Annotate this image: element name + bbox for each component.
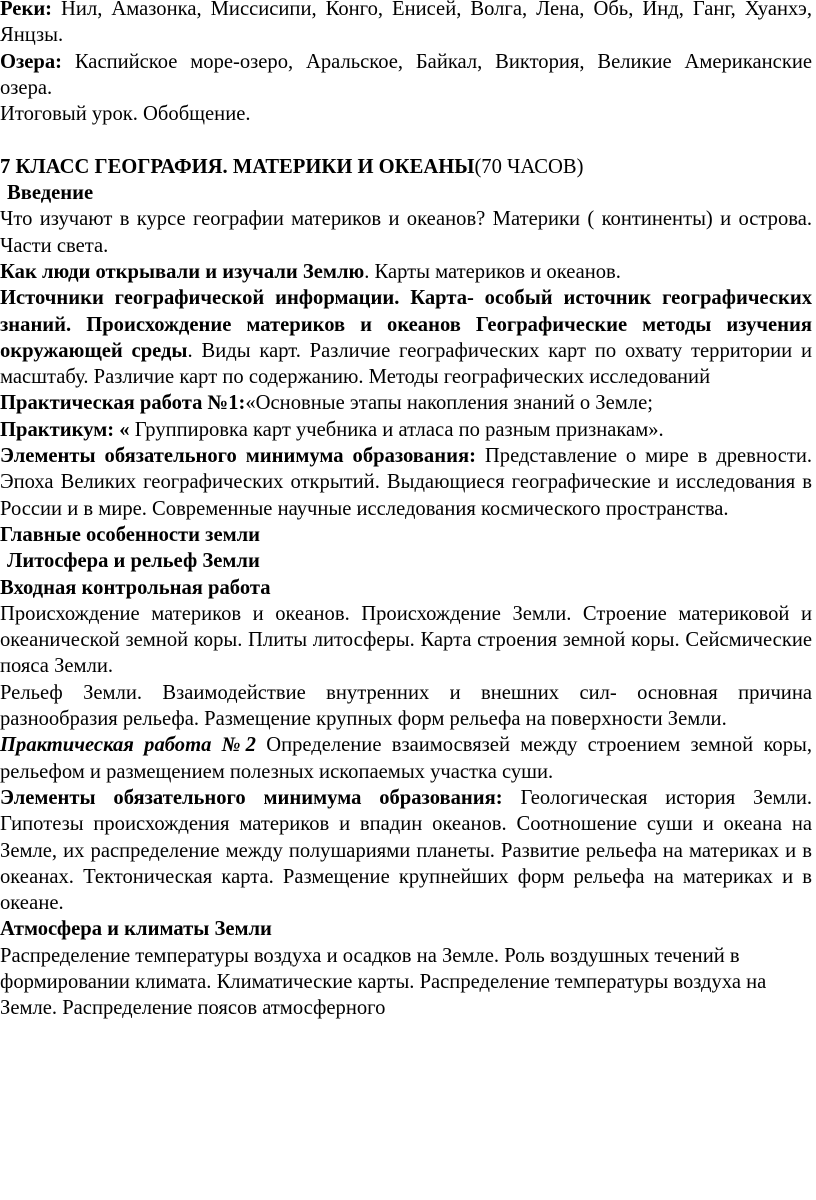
- blank-line: [0, 127, 812, 153]
- chapter-hours: (70 ЧАСОВ): [474, 155, 584, 178]
- final-lesson-text: Итоговый урок. Обобщение.: [0, 103, 251, 126]
- rivers-label: Реки:: [0, 0, 53, 20]
- main-features-heading: [0, 522, 812, 548]
- practical2-label: Практическая работа №2: [0, 734, 256, 757]
- practical2-text: Определение взаимосвязей между строением земной коры, рельефом и размещением полезных ископаемых участка суши.: [0, 734, 812, 783]
- origin-text: Происхождение материков и океанов. Происхождение Земли. Строение материковой и океанической земной коры. Плиты литосферы. Карта строения земной коры. Сейсмические пояса Земли.: [0, 602, 812, 678]
- entry-test-heading: [0, 575, 812, 601]
- minimum2-label: Элементы обязательного минимума образования:: [0, 786, 503, 809]
- practicum-text: Группировка карт учебника и атласа по разным признакам».: [129, 418, 664, 441]
- relief-text: Рельеф Земли. Взаимодействие внутренних и внешних сил- основная причина разнообразия рельефа. Размещение крупных форм рельефа на поверхности Земли.: [0, 681, 812, 731]
- minimum2-text: Геологическая история Земли. Гипотезы происхождения материков и впадин океанов. Соотношение суши и океана на Земле, их распределение между полушариями планеты. Развитие рельефа на материках и в океанах. Тектоническая карта. Размещение крупнейших форм рельефа на материках и в океане.: [0, 786, 812, 915]
- practical1-text: «Основные этапы накопления знаний о Земле;: [245, 392, 653, 415]
- origin-paragraph: [0, 601, 812, 680]
- lithosphere-heading: [0, 548, 812, 574]
- intro-text: Что изучают в курсе географии материков и океанов? Материки ( континенты) и острова. Части света.: [0, 208, 812, 257]
- intro-heading: [0, 180, 812, 206]
- atmosphere-text: Распределение температуры воздуха и осадков на Земле. Роль воздушных течений в формировании климата. Климатические карты. Распределение температуры воздуха на Земле. Распределение поясов атмосферного: [0, 944, 767, 1020]
- intro-heading-text: Введение: [7, 182, 94, 205]
- lakes-text: Каспийское море-озеро, Аральское, Байкал, Виктория, Великие Американские озера.: [0, 50, 812, 99]
- chapter-heading: [0, 154, 812, 180]
- main-features-text: Главные особенности земли: [0, 523, 261, 546]
- final-lesson-paragraph: [0, 101, 812, 127]
- lakes-paragraph: [0, 49, 812, 102]
- practical1-label: Практическая работа №1:: [0, 392, 246, 415]
- entry-test-text: Входная контрольная работа: [0, 576, 271, 599]
- discovery-text: . Карты материков и океанов.: [364, 260, 621, 283]
- atmosphere-paragraph: [0, 943, 812, 1022]
- lakes-label: Озера:: [0, 50, 63, 73]
- minimum2-paragraph: [0, 785, 812, 916]
- rivers-paragraph: [0, 0, 812, 49]
- atmosphere-heading: [0, 916, 812, 942]
- sources-text: . Виды карт. Различие географических карт по охвату территории и масштабу. Различие карт по содержанию. Методы географических исследований: [0, 339, 812, 389]
- sources-paragraph: [0, 285, 812, 390]
- lithosphere-text: Литосфера и рельеф Земли: [7, 550, 260, 573]
- practicum-label: Практикум: «: [0, 418, 130, 441]
- atmosphere-heading-text: Атмосфера и климаты Земли: [0, 918, 272, 941]
- relief-paragraph: [0, 680, 812, 733]
- minimum1-paragraph: [0, 443, 812, 522]
- practicum-paragraph: [0, 417, 812, 443]
- intro-paragraph: [0, 206, 812, 259]
- practical1-paragraph: [0, 390, 812, 416]
- discovery-paragraph: [0, 259, 812, 285]
- chapter-title: 7 КЛАСС ГЕОГРАФИЯ. МАТЕРИКИ И ОКЕАНЫ: [0, 155, 475, 178]
- rivers-text: Нил, Амазонка, Миссисипи, Конго, Енисей, Волга, Лена, Обь, Инд, Ганг, Хуанхэ, Янцзы.: [0, 0, 812, 47]
- practical2-paragraph: [0, 732, 812, 785]
- discovery-bold: Как люди открывали и изучали Землю: [0, 260, 365, 283]
- minimum1-text: Представление о мире в древности. Эпоха Великих географических открытий. Выдающиеся географические и исследования в России и в мире. Современные научные исследования космического пространства.: [0, 445, 812, 520]
- sources-bold: Источники географической информации. Карта- особый источник географических знаний. Происхождение материков и океанов Географические методы изучения окружающей среды: [0, 287, 812, 362]
- minimum1-label: Элементы обязательного минимума образования:: [0, 445, 476, 468]
